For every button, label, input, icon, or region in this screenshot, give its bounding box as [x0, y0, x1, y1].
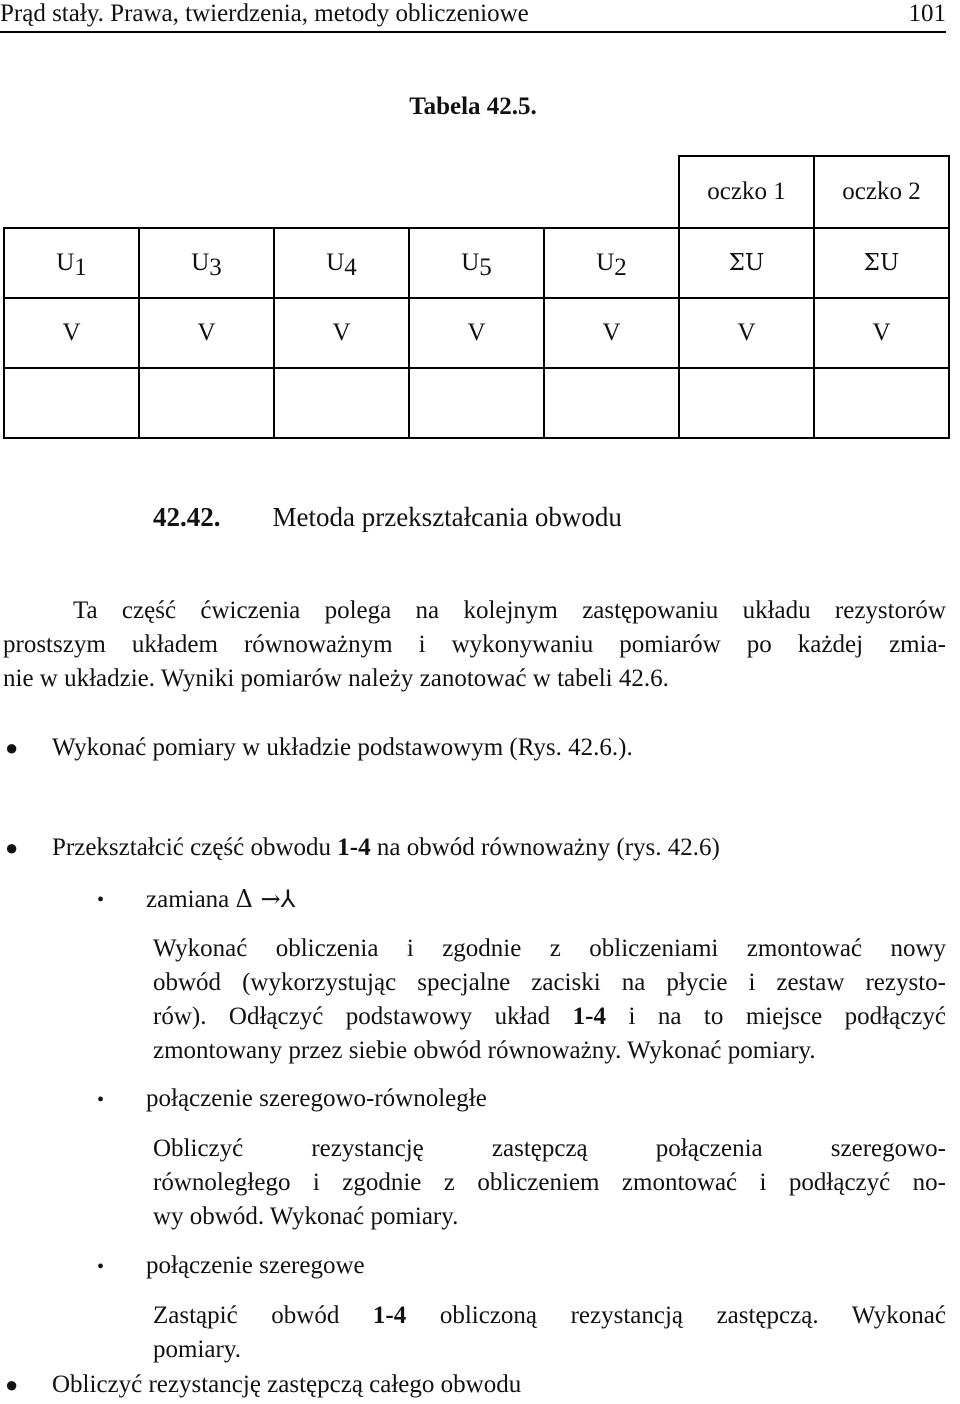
unit-cell: V — [679, 298, 814, 368]
sub-bullet-icon: • — [97, 1256, 105, 1278]
value-cell — [679, 368, 814, 438]
sub-item-delta-star-body: Wykonać obliczenia i zgodnie z obliczeniami zmontować nowy obwód (wykorzystując specjalne zaciski na płycie i zestaw rezysto- rów). Odłączyć podstawowy układ 1-4 i na to miejsce podłączyć zmontowany przez siebie obwód równoważny. Wykonać pomiary. — [153, 935, 946, 1064]
column-header: U3 — [139, 228, 274, 298]
header-rule — [0, 31, 946, 33]
bullet-item-transform: Przekształcić część obwodu 1-4 na obwód równoważny (rys. 42.6) — [52, 834, 720, 861]
value-cell — [814, 368, 949, 438]
delta-to-star-icon: Δ →⅄ — [235, 885, 296, 913]
sub-bullet-icon: • — [97, 889, 105, 911]
loop-2-header: oczko 2 — [814, 156, 949, 228]
unit-cell: V — [814, 298, 949, 368]
table-header-loops — [4, 156, 949, 228]
sub-item-series-parallel-body: Obliczyć rezystancję zastępczą połączenia szeregowo- równoległego i zgodnie z obliczeniem zmontować i podłączyć no- wy obwód. Wykonać pomiary. — [153, 1135, 946, 1230]
sub-item-series: połączenie szeregowe — [146, 1252, 365, 1279]
section-number: 42.42. — [153, 502, 221, 532]
column-header: U4 — [274, 228, 409, 298]
bullet-item-total-resistance: Obliczyć rezystancję zastępczą całego obwodu — [52, 1371, 522, 1398]
unit-cell: V — [409, 298, 544, 368]
unit-cell: V — [274, 298, 409, 368]
value-cell — [409, 368, 544, 438]
bullet-icon: ● — [5, 835, 19, 860]
table-caption: Tabela 42.5. — [409, 93, 537, 120]
intro-paragraph — [3, 594, 946, 696]
column-header: ΣU — [679, 228, 814, 298]
value-cell — [544, 368, 679, 438]
sub-item-series-parallel: połączenie szeregowo-równoległe — [146, 1085, 487, 1112]
column-header: U1 — [4, 228, 139, 298]
loop-1-header: oczko 1 — [679, 156, 814, 228]
table-value-row — [4, 368, 949, 438]
intro-line: prostszym układem równoważnym i wykonywaniu pomiarów po każdej zmia- — [3, 631, 946, 658]
intro-line: nie w układzie. Wyniki pomiarów należy zanotować w tabeli 42.6. — [3, 665, 669, 692]
unit-cell: V — [139, 298, 274, 368]
column-header: U2 — [544, 228, 679, 298]
table-header-symbols — [4, 228, 949, 298]
unit-cell: V — [4, 298, 139, 368]
value-cell — [274, 368, 409, 438]
section-heading — [153, 500, 622, 534]
running-title: Prąd stały. Prawa, twierdzenia, metody obliczeniowe — [0, 0, 529, 27]
sub-item-series-body: Zastąpić obwód 1-4 obliczoną rezystancją zastępczą. Wykonać pomiary. — [153, 1302, 947, 1363]
value-cell — [4, 368, 139, 438]
sub-item-delta-star: zamiana Δ →⅄ — [146, 885, 296, 913]
intro-line: Ta część ćwiczenia polega na kolejnym zastępowaniu układu rezystorów — [73, 597, 946, 624]
bullet-icon: ● — [5, 735, 19, 760]
page-number: 101 — [908, 0, 946, 27]
unit-cell: V — [544, 298, 679, 368]
column-header: ΣU — [814, 228, 949, 298]
measurement-table — [3, 155, 950, 439]
column-header: U5 — [409, 228, 544, 298]
section-title: Metoda przekształcania obwodu — [272, 502, 622, 532]
bullet-icon: ● — [5, 1372, 19, 1397]
sub-bullet-icon: • — [97, 1089, 105, 1111]
bullet-item-measure-basic: Wykonać pomiary w układzie podstawowym (Rys. 42.6.). — [52, 734, 633, 761]
value-cell — [139, 368, 274, 438]
page-header — [0, 0, 946, 30]
table-units-row — [4, 298, 949, 368]
